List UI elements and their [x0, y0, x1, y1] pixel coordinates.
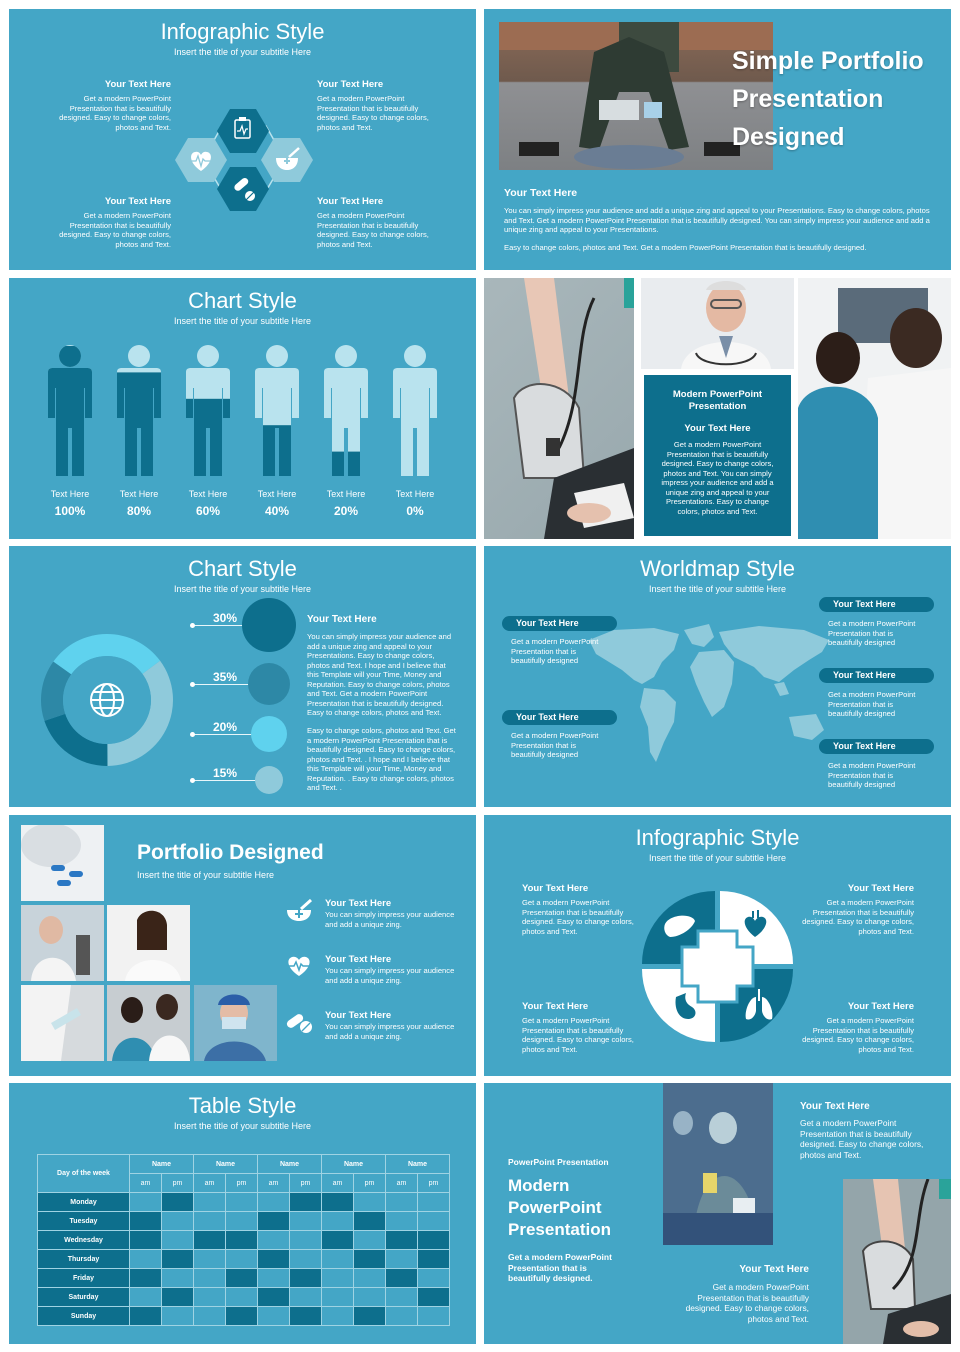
- title-line: Designed: [732, 123, 845, 151]
- person-icon: [113, 344, 165, 480]
- section-body: Get a modern PowerPoint Presentation that is beautifully designed. Easy to change colors, photos and Text.: [800, 1118, 924, 1160]
- slot-cell: [162, 1269, 194, 1288]
- person-figure: [251, 344, 303, 518]
- organ-circle: [640, 889, 795, 1044]
- photo-syringe: [21, 985, 104, 1061]
- block-heading: Your Text Here: [847, 1001, 914, 1012]
- slide-subtitle: Insert the title of your subtitle Here: [173, 584, 312, 594]
- slot-cell: [354, 1269, 386, 1288]
- corner-header: Day of the week: [38, 1155, 130, 1193]
- slide-title: Portfolio Designed: [137, 841, 324, 864]
- slot-cell: [194, 1231, 226, 1250]
- schedule-table: [37, 1154, 450, 1326]
- bubble-dot: [190, 778, 195, 783]
- slot-cell: [226, 1307, 258, 1326]
- bubble-label: 20%: [213, 720, 238, 734]
- slot-cell: [290, 1269, 322, 1288]
- slot-cell: [386, 1193, 418, 1212]
- person-label: Text Here: [119, 489, 159, 499]
- day-cell: Tuesday: [38, 1212, 130, 1231]
- feature-body: You can simply impress your audience and add a unique zing.: [325, 1022, 455, 1041]
- pm-header: pm: [226, 1174, 258, 1193]
- text-block: [522, 1001, 642, 1054]
- pills-icon: [217, 167, 269, 211]
- person-figure: [182, 344, 234, 518]
- hexagon-cluster: [159, 103, 329, 213]
- person-figure: [320, 344, 372, 518]
- section-body: You can simply impress your audience and add a unique zing and appeal to your Presentations. Easy to change colors, photos and Text. Get a modern PowerPoint Presentation that is beautifully designed. You can simply impress your audience and add a unique zing and appeal to your Presentations.: [504, 206, 930, 234]
- slot-cell: [130, 1231, 162, 1250]
- pm-header: pm: [162, 1174, 194, 1193]
- slot-cell: [258, 1193, 290, 1212]
- slot-cell: [226, 1250, 258, 1269]
- region-body: Get a modern PowerPoint Presentation that is beautifully designed: [828, 619, 916, 647]
- feature-heading: Your Text Here: [325, 1010, 392, 1021]
- section-body: Get a modern PowerPoint Presentation that is beautifully designed. Easy to change colors, photos and Text.: [685, 1282, 809, 1324]
- person-figure: [389, 344, 441, 518]
- am-header: am: [130, 1174, 162, 1193]
- person-label: Text Here: [50, 489, 90, 499]
- person-figure: [113, 344, 165, 518]
- title-line: Simple Portfolio: [732, 47, 924, 75]
- block-heading: Your Text Here: [847, 883, 914, 894]
- block-body: Get a modern PowerPoint Presentation that is beautifully designed. Easy to change colors, photos and Text.: [317, 94, 429, 132]
- slide-worldmap: [484, 546, 951, 807]
- slot-cell: [322, 1193, 354, 1212]
- slot-cell: [322, 1231, 354, 1250]
- person-value: 0%: [406, 504, 424, 518]
- table-row: [38, 1212, 450, 1231]
- title-line: Presentation: [732, 85, 884, 113]
- slot-cell: [258, 1231, 290, 1250]
- slot-cell: [386, 1212, 418, 1231]
- pm-header: pm: [290, 1174, 322, 1193]
- person-value: 60%: [195, 504, 221, 518]
- slot-cell: [258, 1212, 290, 1231]
- block-body: Get a modern PowerPoint Presentation that is beautifully designed. Easy to change colors, photos and Text.: [59, 94, 171, 132]
- name-header: Name: [322, 1155, 386, 1174]
- bubble-dot: [190, 732, 195, 737]
- section-heading: Your Text Here: [504, 187, 578, 199]
- slot-cell: [418, 1231, 450, 1250]
- block-heading: Your Text Here: [104, 196, 171, 207]
- pills-icon: [285, 1010, 313, 1034]
- slot-cell: [194, 1307, 226, 1326]
- day-cell: Friday: [38, 1269, 130, 1288]
- am-header: am: [386, 1174, 418, 1193]
- slot-cell: [258, 1307, 290, 1326]
- slide-title: Worldmap Style: [640, 556, 795, 581]
- slot-cell: [386, 1288, 418, 1307]
- region-body: Get a modern PowerPoint Presentation that is beautifully designed: [511, 637, 599, 665]
- slot-cell: [386, 1269, 418, 1288]
- name-header: Name: [258, 1155, 322, 1174]
- section-body: You can simply impress your audience and add a unique zing and appeal to your Presentations. Easy to change colors, photos and Text. I hope and I believe that this Template will your Time, Money and Reputation. Easy to change colors, photos and Text. Get a modern PowerPoint Presentation that is beautifully designed. Easy to change colors, photos and Text.: [307, 632, 452, 717]
- slot-cell: [322, 1269, 354, 1288]
- mortar-pestle-icon: [285, 898, 313, 922]
- slot-cell: [258, 1250, 290, 1269]
- slot-cell: [290, 1288, 322, 1307]
- region-pill: Your Text Here: [819, 668, 934, 683]
- bubble-label: 30%: [213, 611, 238, 625]
- table-row: [38, 1231, 450, 1250]
- pm-header: pm: [418, 1174, 450, 1193]
- slide-simple-portfolio: [484, 9, 951, 270]
- card-body: Get a modern PowerPoint Presentation that is beautifully designed. Easy to change colors, photos and Text. You can simply impress your audience and add a unique zing and appeal to your Presentations. Easy to change colors, photos and Text.: [661, 440, 774, 516]
- slot-cell: [322, 1250, 354, 1269]
- percent-bubble: [255, 766, 283, 794]
- block-heading: Your Text Here: [317, 196, 384, 207]
- slot-cell: [258, 1288, 290, 1307]
- slot-cell: [130, 1269, 162, 1288]
- slide-title: Chart Style: [188, 288, 297, 313]
- bubble-label: 35%: [213, 670, 238, 684]
- donut-chart: [39, 632, 175, 768]
- region-body: Get a modern PowerPoint Presentation that is beautifully designed: [828, 690, 916, 718]
- slot-cell: [290, 1250, 322, 1269]
- block-body: Get a modern PowerPoint Presentation that is beautifully designed. Easy to change colors, photos and Text.: [59, 211, 171, 249]
- slot-cell: [194, 1250, 226, 1269]
- photo-blood-pressure: [484, 278, 634, 539]
- name-header: Name: [130, 1155, 194, 1174]
- slot-cell: [194, 1212, 226, 1231]
- slot-cell: [226, 1288, 258, 1307]
- person-label: Text Here: [188, 489, 228, 499]
- slot-cell: [418, 1193, 450, 1212]
- slot-cell: [354, 1307, 386, 1326]
- person-value: 20%: [333, 504, 359, 518]
- slot-cell: [130, 1288, 162, 1307]
- text-block: [51, 196, 171, 249]
- block-body: Get a modern PowerPoint Presentation that is beautifully designed. Easy to change colors, photos and Text.: [317, 211, 429, 249]
- slot-cell: [290, 1231, 322, 1250]
- slide-portfolio-designed: [9, 815, 476, 1076]
- slot-cell: [418, 1269, 450, 1288]
- photo-lab-microscope: [21, 905, 104, 981]
- person-label: Text Here: [326, 489, 366, 499]
- slot-cell: [226, 1212, 258, 1231]
- slot-cell: [258, 1269, 290, 1288]
- slide-subtitle: Insert the title of your subtitle Here: [173, 316, 312, 326]
- slot-cell: [418, 1250, 450, 1269]
- person-value: 100%: [54, 504, 86, 518]
- slot-cell: [130, 1307, 162, 1326]
- person-icon: [44, 344, 96, 480]
- feature-body: You can simply impress your audience and add a unique zing.: [325, 910, 455, 929]
- person-icon: [320, 344, 372, 480]
- am-header: am: [322, 1174, 354, 1193]
- slot-cell: [386, 1231, 418, 1250]
- table-row: [38, 1307, 450, 1326]
- text-block: [794, 883, 914, 936]
- slot-cell: [194, 1288, 226, 1307]
- title-line: Presentation: [508, 1220, 611, 1239]
- am-header: am: [194, 1174, 226, 1193]
- text-block: [522, 883, 642, 936]
- day-cell: Monday: [38, 1193, 130, 1212]
- slide-table: [9, 1083, 476, 1344]
- world-map: [584, 622, 834, 772]
- main-title: [508, 1175, 611, 1241]
- percent-bubble: [242, 598, 296, 652]
- slide-chart-donut: [9, 546, 476, 807]
- region-pill: Your Text Here: [502, 616, 617, 631]
- person-icon: [251, 344, 303, 480]
- slot-cell: [418, 1307, 450, 1326]
- person-label: Text Here: [257, 489, 297, 499]
- slide-title: Infographic Style: [635, 825, 800, 850]
- portfolio-title: [732, 42, 924, 156]
- slot-cell: [322, 1288, 354, 1307]
- day-cell: Sunday: [38, 1307, 130, 1326]
- photo-doctor-woman: [107, 905, 190, 981]
- table-row: [38, 1269, 450, 1288]
- person-figure: [44, 344, 96, 518]
- table-row: [38, 1250, 450, 1269]
- slot-cell: [354, 1231, 386, 1250]
- slot-cell: [226, 1193, 258, 1212]
- block-body: Get a modern PowerPoint Presentation that is beautifully designed. Easy to change colors, photos and Text.: [522, 898, 634, 936]
- person-icon: [389, 344, 441, 480]
- block-body: Get a modern PowerPoint Presentation that is beautifully designed. Easy to change colors, photos and Text.: [802, 898, 914, 936]
- photo-xray-doctors: [798, 278, 951, 539]
- slot-cell: [162, 1307, 194, 1326]
- section-body: Easy to change colors, photos and Text. Get a modern PowerPoint Presentation that is beautifully designed. Easy to change colors, photos and Text. . I hope and I believe that this Template will your Time, Money and Reputation. . Easy to change colors, photos and Text. .: [307, 726, 456, 792]
- slot-cell: [418, 1212, 450, 1231]
- section-heading: Your Text Here: [739, 1264, 809, 1275]
- photo-surgery-team: [663, 1083, 773, 1245]
- slide-modern-powerpoint: [484, 1083, 951, 1344]
- slide-title: Chart Style: [188, 556, 297, 581]
- name-header: Name: [386, 1155, 450, 1174]
- slot-cell: [162, 1250, 194, 1269]
- slot-cell: [194, 1269, 226, 1288]
- person-icon: [182, 344, 234, 480]
- region-pill: Your Text Here: [502, 710, 617, 725]
- slot-cell: [162, 1212, 194, 1231]
- slot-cell: [162, 1193, 194, 1212]
- heart-pulse-icon: [285, 954, 313, 978]
- photo-doctor-portrait: [641, 278, 794, 369]
- slot-cell: [194, 1193, 226, 1212]
- slot-cell: [226, 1269, 258, 1288]
- bubble-dot: [190, 623, 195, 628]
- card-title-line: Modern PowerPoint: [672, 389, 763, 400]
- percent-bubble: [251, 716, 287, 752]
- slide-subtitle: Insert the title of your subtitle Here: [173, 1121, 312, 1131]
- block-heading: Your Text Here: [317, 79, 384, 90]
- slot-cell: [354, 1212, 386, 1231]
- slide-subtitle: Insert the title of your subtitle Here: [648, 584, 787, 594]
- block-heading: Your Text Here: [104, 79, 171, 90]
- feature-body: You can simply impress your audience and add a unique zing.: [325, 966, 455, 985]
- text-block: [317, 79, 439, 132]
- info-card: [641, 372, 794, 539]
- text-block: [51, 79, 171, 132]
- slide-title: Infographic Style: [160, 19, 325, 44]
- slide-subtitle: Insert the title of your subtitle Here: [173, 47, 312, 57]
- block-heading: Your Text Here: [522, 1001, 589, 1012]
- section-heading: Your Text Here: [307, 614, 377, 625]
- card-title-line: Presentation: [688, 401, 747, 412]
- region-pill: Your Text Here: [819, 597, 934, 612]
- name-header: Name: [194, 1155, 258, 1174]
- section-heading: Your Text Here: [800, 1101, 870, 1112]
- person-value: 80%: [126, 504, 152, 518]
- pm-header: pm: [354, 1174, 386, 1193]
- slide-infographic-hexagons: [9, 9, 476, 270]
- bubble-label: 15%: [213, 766, 238, 780]
- slide-chart-people: [9, 278, 476, 539]
- day-cell: Saturday: [38, 1288, 130, 1307]
- title-line: Modern: [508, 1176, 570, 1195]
- photo-capsules: [21, 825, 104, 901]
- slot-cell: [162, 1288, 194, 1307]
- slot-cell: [130, 1212, 162, 1231]
- am-header: am: [258, 1174, 290, 1193]
- block-body: Get a modern PowerPoint Presentation that is beautifully designed. Easy to change colors, photos and Text.: [802, 1016, 914, 1054]
- slide-subtitle: Insert the title of your subtitle Here: [648, 853, 787, 863]
- slot-cell: [290, 1193, 322, 1212]
- slot-cell: [354, 1193, 386, 1212]
- slot-cell: [290, 1212, 322, 1231]
- feature-heading: Your Text Here: [325, 898, 392, 909]
- person-value: 40%: [264, 504, 290, 518]
- section-body: Easy to change colors, photos and Text. Get a modern PowerPoint Presentation that is beautifully designed.: [504, 243, 867, 252]
- percent-bubble: [248, 663, 290, 705]
- table-row: [38, 1193, 450, 1212]
- slot-cell: [386, 1307, 418, 1326]
- day-cell: Wednesday: [38, 1231, 130, 1250]
- slot-cell: [290, 1307, 322, 1326]
- block-body: Get a modern PowerPoint Presentation that is beautifully designed. Easy to change colors, photos and Text.: [522, 1016, 634, 1054]
- slot-cell: [354, 1250, 386, 1269]
- bubble-dot: [190, 682, 195, 687]
- day-cell: Thursday: [38, 1250, 130, 1269]
- region-pill: Your Text Here: [819, 739, 934, 754]
- block-heading: Your Text Here: [522, 883, 589, 894]
- photo-doctors-xray: [107, 985, 190, 1061]
- table-row: [38, 1288, 450, 1307]
- text-block: [794, 1001, 914, 1054]
- slot-cell: [354, 1288, 386, 1307]
- slot-cell: [418, 1288, 450, 1307]
- slot-cell: [162, 1231, 194, 1250]
- slide-infographic-cross: [484, 815, 951, 1076]
- text-block: [317, 196, 439, 249]
- region-body: Get a modern PowerPoint Presentation that is beautifully designed: [511, 731, 599, 759]
- kicker-text: PowerPoint Presentation: [508, 1157, 609, 1167]
- slot-cell: [322, 1212, 354, 1231]
- photo-blood-pressure-2: [843, 1179, 951, 1344]
- feature-heading: Your Text Here: [325, 954, 392, 965]
- slot-cell: [322, 1307, 354, 1326]
- slot-cell: [130, 1193, 162, 1212]
- person-label: Text Here: [395, 489, 435, 499]
- slide-photo-collage: [484, 278, 951, 539]
- region-body: Get a modern PowerPoint Presentation that is beautifully designed: [828, 761, 916, 789]
- photo-surgeon: [194, 985, 277, 1061]
- slot-cell: [386, 1250, 418, 1269]
- slide-subtitle: Insert the title of your subtitle Here: [137, 870, 275, 880]
- card-heading: Your Text Here: [684, 423, 751, 434]
- slot-cell: [226, 1231, 258, 1250]
- main-body: Get a modern PowerPoint Presentation that is beautifully designed.: [508, 1252, 612, 1283]
- slot-cell: [130, 1250, 162, 1269]
- title-line: PowerPoint: [508, 1198, 602, 1217]
- slide-title: Table Style: [188, 1093, 297, 1118]
